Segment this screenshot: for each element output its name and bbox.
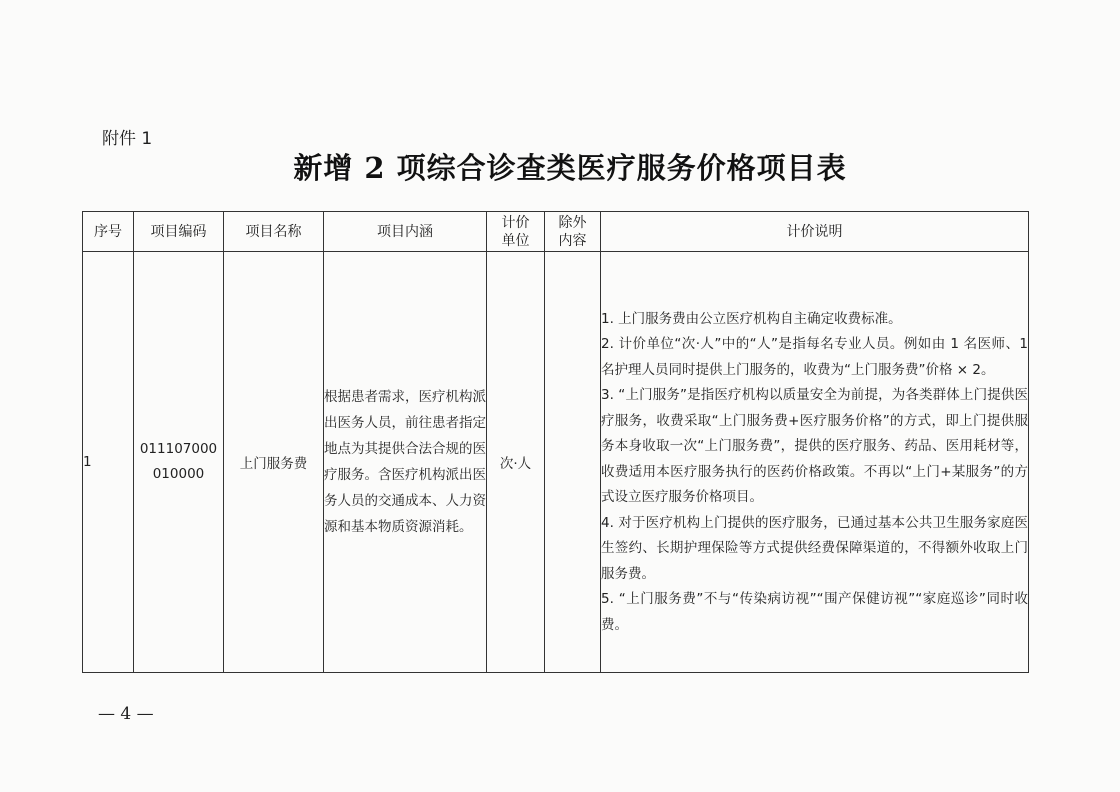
cell-unit: 次·人 [487,252,545,673]
page-number: — 4 — [98,704,154,724]
header-unit [487,212,545,252]
cell-description [601,252,1029,673]
cell-name: 上门服务费 [224,252,324,673]
document-title: 新增 2 项综合诊查类医疗服务价格项目表 [293,151,847,185]
header-excluded [545,212,601,252]
table-header-row [83,212,1029,252]
cell-code-line2: 010000 [152,466,205,482]
header-name: 项目名称 [224,212,324,252]
cell-code-line1: 011107000 [139,441,218,457]
header-excluded-line1: 除外 [558,214,587,231]
cell-scope: 根据患者需求，医疗机构派出医务人员，前往患者指定地点为其提供合法合规的医疗服务。含医疗机构派出医务人员的交通成本、人力资源和基本物质资源消耗。 [324,252,487,673]
description-item-3: 3. “上门服务”是指医疗机构以质量安全为前提，为各类群体上门提供医疗服务，收费采取“上门服务费+医疗服务价格”的方式，即上门提供服务本身收取一次“上门服务费”，提供的医疗服务、药品、医用耗材等，收费适用本医疗服务执行的医药价格政策。不再以“上门+某服务”的方式设立医疗服务价格项目。 [601,387,1028,506]
header-unit-line1: 计价 [501,214,530,231]
description-item-2: 2. 计价单位“次·人”中的“人”是指每名专业人员。例如由 1 名医师、1 名护理人员同时提供上门服务的，收费为“上门服务费”价格 × 2。 [601,336,1028,378]
header-excluded-line2: 内容 [558,232,587,249]
cell-excluded [545,252,601,673]
header-unit-line2: 单位 [501,232,530,249]
description-item-5: 5. “上门服务费”不与“传染病访视”“围产保健访视”“家庭巡诊”同时收费。 [601,591,1028,633]
header-code: 项目编码 [134,212,224,252]
cell-no: 1 [83,252,134,673]
attachment-label: 附件 1 [102,129,153,149]
header-scope: 项目内涵 [324,212,487,252]
price-table [82,211,1029,673]
description-item-1: 1. 上门服务费由公立医疗机构自主确定收费标准。 [601,310,902,327]
table-row [83,252,1029,673]
header-description: 计价说明 [601,212,1029,252]
header-no: 序号 [83,212,134,252]
cell-code [134,252,224,673]
description-item-4: 4. 对于医疗机构上门提供的医疗服务，已通过基本公共卫生服务家庭医生签约、长期护理保险等方式提供经费保障渠道的，不得额外收取上门服务费。 [601,514,1028,582]
